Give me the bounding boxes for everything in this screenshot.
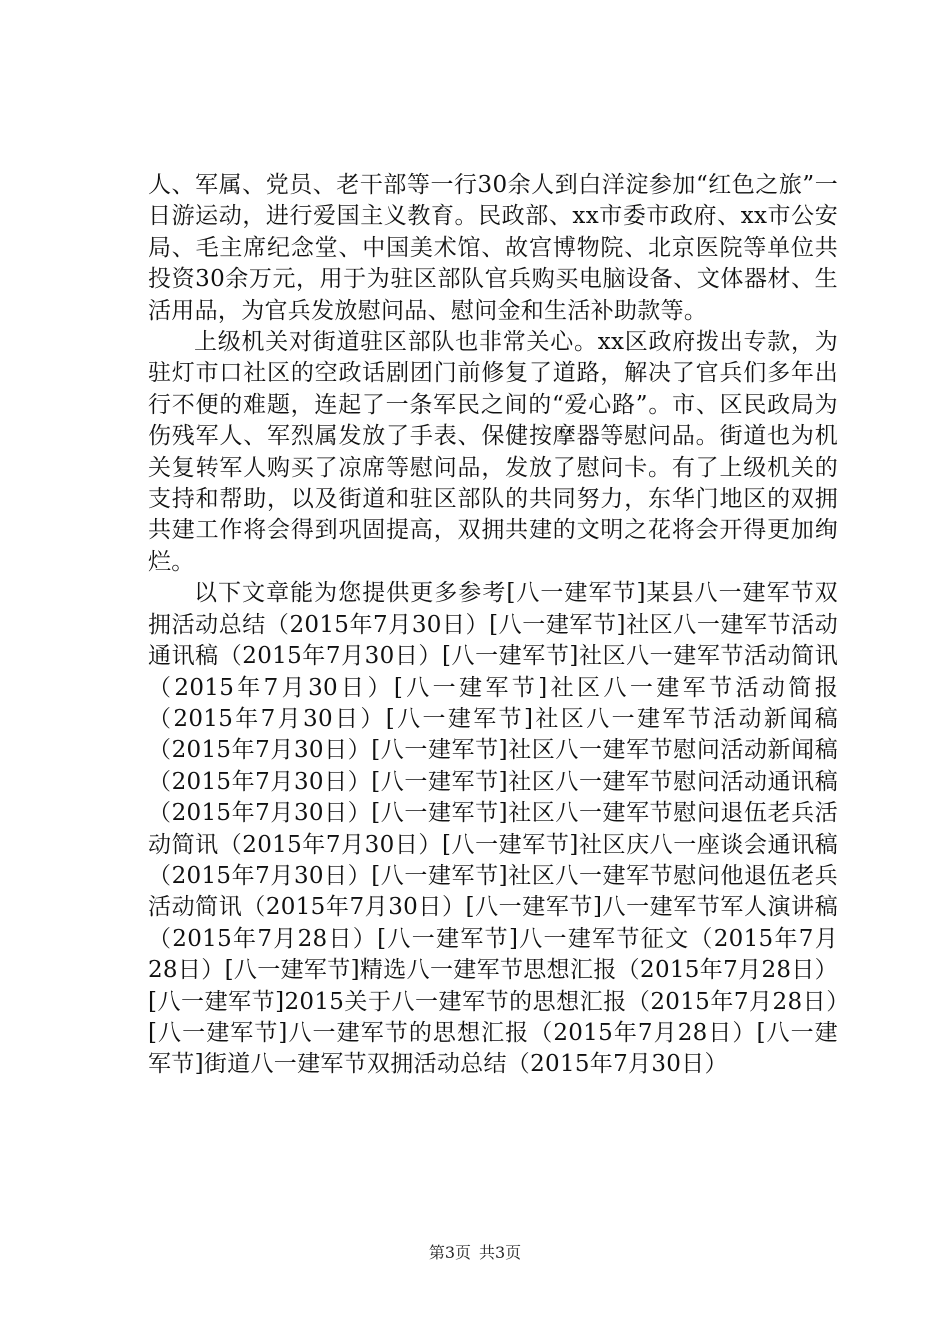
paragraph-continuation: 人、军属、党员、老干部等一行30余人到白洋淀参加“红色之旅”一日游运动，进行爱国主义教育。民政部、xx市委市政府、xx市公安局、毛主席纪念堂、中国美术馆、故宫博物院、北京医院等单位共投资30余万元，用于为驻区部队官兵购买电脑设备、文体器材、生活用品，为官兵发放慰问品、慰问金和生活补助款等。 — [148, 172, 838, 324]
page-number: 第3页 — [428, 1243, 471, 1262]
page-total: 共3页 — [479, 1243, 522, 1262]
document-body — [148, 170, 838, 1081]
paragraph-related-articles: 以下文章能为您提供更多参考[八一建军节]某县八一建军节双拥活动总结（2015年7月30日）[八一建军节]社区八一建军节活动通讯稿（2015年7月30日）[八一建军节]社区八一建军节活动简讯（2015年7月30日）[八一建军节]社区八一建军节活动简报（2015年7月30日）[八一建军节]社区八一建军节活动新闻稿（2015年7月30日）[八一建军节]社区八一建军节慰问活动新闻稿（2015年7月30日）[八一建军节]社区八一建军节慰问活动通讯稿（2015年7月30日）[八一建军节]社区八一建军节慰问退伍老兵活动简讯（2015年7月30日）[八一建军节]社区庆八一座谈会通讯稿（2015年7月30日）[八一建军节]社区八一建军节慰问他退伍老兵活动简讯（2015年7月30日）[八一建军节]八一建军节军人演讲稿（2015年7月28日）[八一建军节]八一建军节征文（2015年7月28日）[八一建军节]精选八一建军节思想汇报（2015年7月28日）[八一建军节]2015关于八一建军节的思想汇报（2015年7月28日）[八一建军节]八一建军节的思想汇报（2015年7月28日）[八一建军节]街道八一建军节双拥活动总结（2015年7月30日） — [148, 580, 838, 1078]
page-footer — [0, 1243, 950, 1263]
paragraph-higher-authorities: 上级机关对街道驻区部队也非常关心。xx区政府拨出专款，为驻灯市口社区的空政话剧团门前修复了道路，解决了官兵们多年出行不便的难题，连起了一条军民之间的“爱心路”。市、区民政局为伤残军人、军烈属发放了手表、保健按摩器等慰问品。街道也为机关复转军人购买了凉席等慰问品，发放了慰问卡。有了上级机关的支持和帮助，以及街道和驻区部队的共同努力，东华门地区的双拥共建工作将会得到巩固提高，双拥共建的文明之花将会开得更加绚烂。 — [148, 329, 838, 575]
